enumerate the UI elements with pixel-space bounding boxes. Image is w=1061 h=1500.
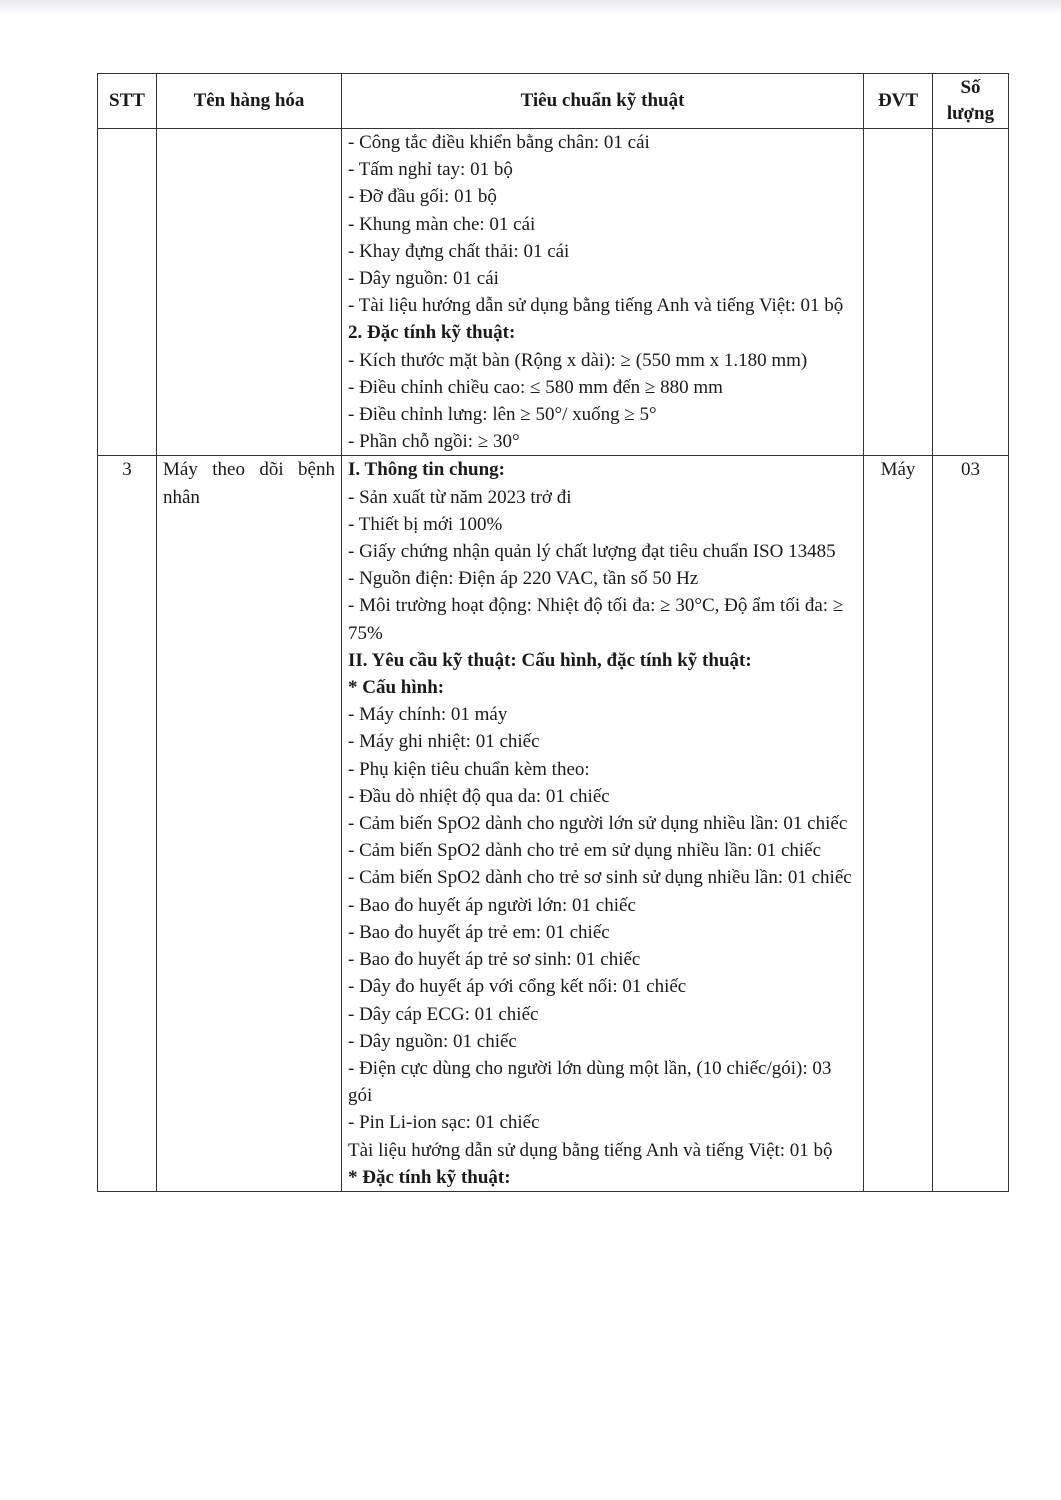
spec-line: - Dây nguồn: 01 chiếc (348, 1030, 517, 1052)
spec-section-heading: II. Yêu cầu kỹ thuật: Cấu hình, đặc tính kỹ thuật: (348, 649, 752, 671)
spec-line: - Máy ghi nhiệt: 01 chiếc (348, 731, 540, 753)
spec-line: - Công tắc điều khiển bằng chân: 01 cái (348, 132, 650, 153)
spec-line: - Nguồn điện: Điện áp 220 VAC, tần số 50 Hz (348, 568, 699, 590)
spec-line: - Phần chỗ ngồi: ≥ 30° (348, 431, 520, 453)
cell-spec-lines (342, 456, 864, 1191)
header-stt: STT (98, 74, 157, 129)
header-unit: ĐVT (864, 74, 933, 129)
spec-line: - Điều chỉnh chiều cao: ≤ 580 mm đến ≥ 880 mm (348, 376, 723, 398)
table-row-item-3 (98, 456, 1009, 1191)
cell-unit: Máy (864, 456, 933, 1191)
spec-line: Tài liệu hướng dẫn sử dụng bằng tiếng Anh và tiếng Việt: 01 bộ (348, 1139, 833, 1161)
spec-line: - Dây đo huyết áp với cổng kết nối: 01 chiếc (348, 976, 687, 998)
spec-line: - Máy chính: 01 máy (348, 704, 508, 726)
header-quantity-line2: lượng (946, 103, 995, 124)
spec-line: - Phụ kiện tiêu chuẩn kèm theo: (348, 758, 590, 780)
table-row-continued (98, 129, 1009, 456)
spec-line: - Sản xuất từ năm 2023 trở đi (348, 486, 572, 508)
spec-line: - Điều chỉnh lưng: lên ≥ 50°/ xuống ≥ 5° (348, 404, 657, 426)
spec-line: - Cảm biến SpO2 dành cho trẻ em sử dụng nhiều lần: 01 chiếc (348, 840, 822, 862)
spec-section-heading: * Đặc tính kỹ thuật: (348, 1166, 511, 1188)
spec-line: - Khung màn che: 01 cái (348, 213, 536, 235)
cell-stt: 3 (98, 456, 157, 1191)
spec-line: - Giấy chứng nhận quản lý chất lượng đạt tiêu chuẩn ISO 13485 (348, 541, 836, 563)
header-item-name: Tên hàng hóa (157, 74, 342, 129)
header-quantity-line1: Số (960, 77, 981, 98)
spec-line: - Tài liệu hướng dẫn sử dụng bằng tiếng Anh và tiếng Việt: 01 bộ (348, 295, 844, 317)
spec-line: - Thiết bị mới 100% (348, 513, 503, 535)
scan-edge-shade (0, 0, 1061, 14)
spec-line: - Cảm biến SpO2 dành cho trẻ sơ sinh sử dụng nhiều lần: 01 chiếc (348, 867, 852, 889)
cell-unit (864, 129, 933, 456)
header-quantity (933, 74, 1009, 129)
spec-line: - Dây cáp ECG: 01 chiếc (348, 1003, 539, 1025)
spec-line: - Khay đựng chất thải: 01 cái (348, 240, 570, 262)
spec-line: - Bao đo huyết áp người lớn: 01 chiếc (348, 894, 636, 916)
cell-item-name: Máy theo dõi bệnh nhân (157, 456, 342, 1191)
spec-line: - Môi trường hoạt động: Nhiệt độ tối đa: ≥ 30°C, Độ ẩm tối đa: ≥ 75% (348, 595, 844, 644)
spec-line: - Đầu dò nhiệt độ qua da: 01 chiếc (348, 785, 610, 807)
spec-line: - Tấm nghỉ tay: 01 bộ (348, 159, 513, 181)
spec-line: - Điện cực dùng cho người lớn dùng một lần, (10 chiếc/gói): 03 gói (348, 1057, 832, 1107)
cell-quantity: 03 (933, 456, 1009, 1191)
spec-line: - Kích thước mặt bàn (Rộng x dài): ≥ (550 mm x 1.180 mm) (348, 349, 808, 371)
cell-stt (98, 129, 157, 456)
spec-line: - Bao đo huyết áp trẻ em: 01 chiếc (348, 921, 610, 943)
spec-section-heading: 2. Đặc tính kỹ thuật: (348, 322, 516, 344)
spec-line: - Cảm biến SpO2 dành cho người lớn sử dụng nhiều lần: 01 chiếc (348, 813, 848, 835)
cell-quantity (933, 129, 1009, 456)
spec-line: - Dây nguồn: 01 cái (348, 268, 499, 290)
technical-spec-table (97, 73, 1009, 1192)
header-technical-standard: Tiêu chuẩn kỹ thuật (342, 74, 864, 129)
cell-item-name (157, 129, 342, 456)
spec-line: - Đỡ đầu gối: 01 bộ (348, 186, 497, 208)
spec-section-heading: I. Thông tin chung: (348, 459, 505, 481)
spec-line: - Bao đo huyết áp trẻ sơ sinh: 01 chiếc (348, 949, 641, 971)
spec-line: - Pin Li-ion sạc: 01 chiếc (348, 1112, 540, 1134)
spec-section-heading: * Cấu hình: (348, 677, 445, 699)
cell-spec-lines (342, 129, 864, 456)
table-header-row (98, 74, 1009, 129)
